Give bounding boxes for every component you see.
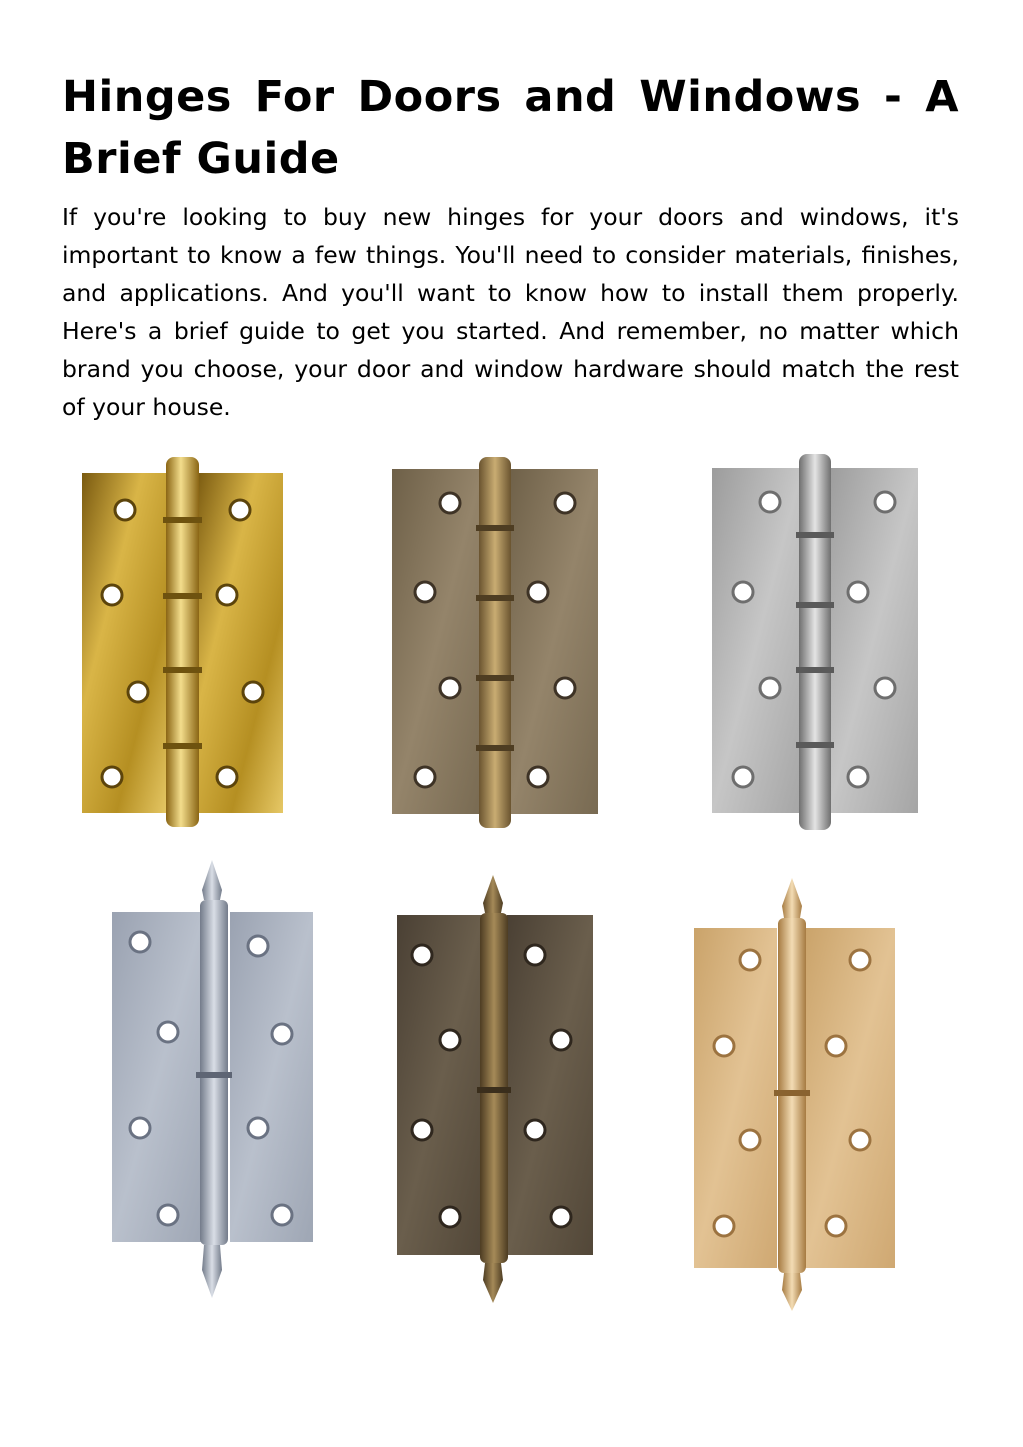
page-title: Hinges For Doors and Windows - A Brief Guide bbox=[62, 72, 959, 184]
hinge-satin-nickel bbox=[710, 452, 920, 832]
hinge-antique-bronze-finial bbox=[395, 875, 595, 1305]
hinge-antique-brass bbox=[390, 455, 600, 830]
hinge-satin-brass-finial bbox=[692, 878, 897, 1313]
hinge-satin-chrome-finial-illustration bbox=[110, 860, 315, 1300]
hinge-satin-chrome-finial bbox=[110, 860, 315, 1300]
intro-paragraph: If you're looking to buy new hinges for your doors and windows, it's important to know a few things. You'll need to consider materials, finishes, and applications. And you'll want to know how to install them properly. Here's a brief guide to get you started. And remember, no matter which brand you choose, your door and window hardware should match the rest of your house. bbox=[62, 203, 959, 421]
hinge-satin-brass-finial-illustration bbox=[692, 878, 897, 1313]
hinge-polished-brass bbox=[80, 455, 285, 830]
hinge-satin-nickel-illustration bbox=[710, 452, 920, 832]
hinge-antique-bronze-finial-illustration bbox=[395, 875, 595, 1305]
hinge-polished-brass-illustration bbox=[80, 455, 285, 830]
hinge-antique-brass-illustration bbox=[390, 455, 600, 830]
